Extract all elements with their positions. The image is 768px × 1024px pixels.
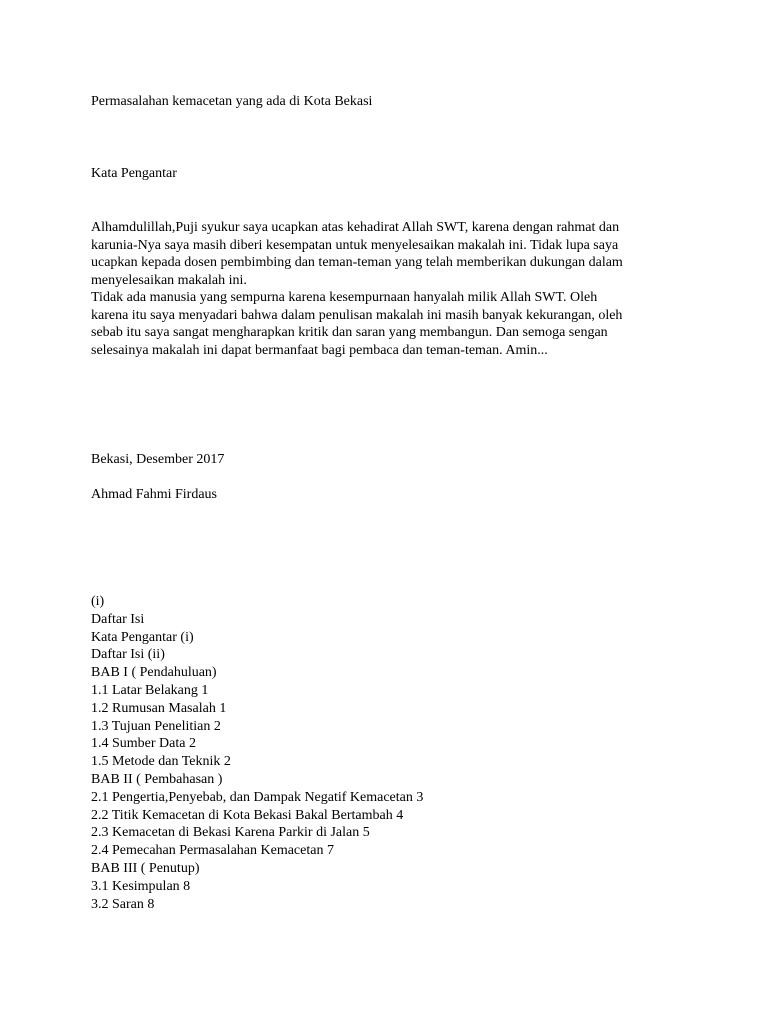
toc-item: 2.1 Pengertia,Penyebab, dan Dampak Negatif Kemacetan 3 (91, 789, 424, 805)
toc-item: BAB III ( Penutup) (91, 860, 200, 876)
toc-item: BAB II ( Pembahasan ) (91, 771, 223, 787)
toc-item: 1.1 Latar Belakang 1 (91, 682, 209, 698)
toc-item: 2.3 Kemacetan di Bekasi Karena Parkir di Jalan 5 (91, 825, 370, 841)
toc-item: 1.2 Rumusan Masalah 1 (91, 700, 227, 716)
toc-item: 1.3 Tujuan Penelitian 2 (91, 718, 221, 734)
toc-item: 1.5 Metode dan Teknik 2 (91, 754, 231, 770)
toc-item: Daftar Isi (91, 611, 145, 627)
toc-item: 3.2 Saran 8 (91, 896, 155, 912)
toc-item: 3.1 Kesimpulan 8 (91, 878, 191, 894)
author-name: Ahmad Fahmi Firdaus (91, 487, 217, 502)
document-title: Permasalahan kemacetan yang ada di Kota Bekasi (91, 94, 373, 109)
place-date: Bekasi, Desember 2017 (91, 452, 225, 467)
toc-item: Kata Pengantar (i) (91, 629, 194, 645)
table-of-contents (91, 593, 671, 913)
toc-item: 1.4 Sumber Data 2 (91, 736, 196, 752)
toc-item: (i) (91, 594, 105, 609)
toc-item: Daftar Isi (ii) (91, 647, 165, 663)
toc-item: 2.4 Pemecahan Permasalahan Kemacetan 7 (91, 843, 334, 859)
foreword-heading: Kata Pengantar (91, 166, 177, 181)
toc-item: 2.2 Titik Kemacetan di Kota Bekasi Bakal Bertambah 4 (91, 807, 404, 823)
foreword-paragraph: Alhamdulillah,Puji syukur saya ucapkan atas kehadirat Allah SWT, karena dengan rahmat dan karunia-Nya saya masih diberi kesempatan untuk menyelesaikan makalah ini. Tidak lupa saya ucapkan kepada dosen pembimbing dan teman-teman yang telah memberikan dukungan dalam menyelesaikan makalah ini. Tidak ada manusia yang sempurna karena kesempurnaan hanyalah milik Allah SWT. Oleh karena itu saya menyadari bahwa dalam penulisan makalah ini masih banyak kekurangan, oleh sebab itu saya sangat mengharapkan kritik dan saran yang membangun. Dan semoga sengan selesainya makalah ini dapat bermanfaat bagi pembaca dan teman-teman. Amin... (91, 220, 623, 358)
toc-item: BAB I ( Pendahuluan) (91, 665, 217, 681)
